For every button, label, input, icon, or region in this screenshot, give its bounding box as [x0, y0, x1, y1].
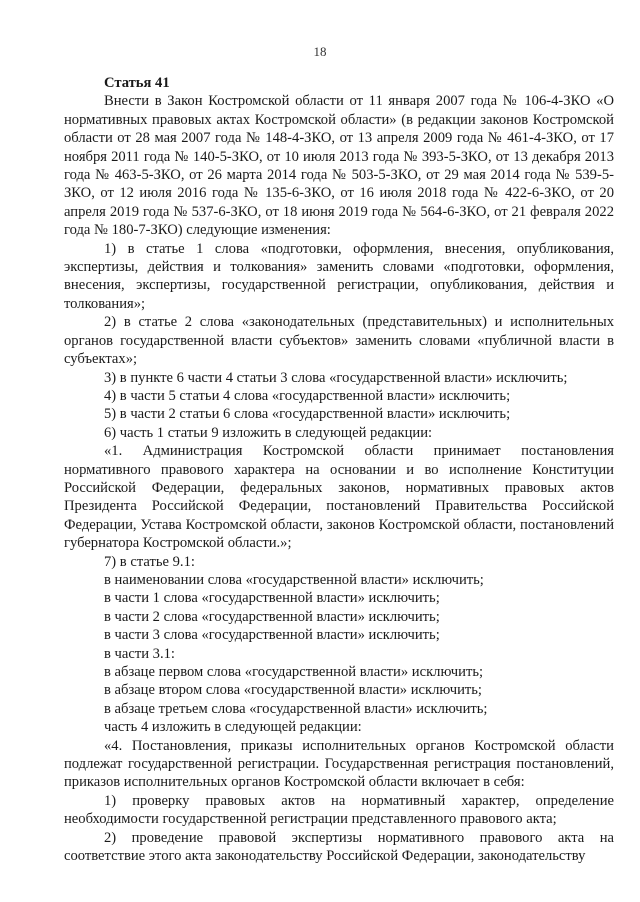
page-number: 18: [313, 44, 327, 59]
sub-item: в части 3.1:: [104, 645, 175, 662]
amendment-item-2: 2) в статье 2 слова «законодательных (представительных) и исполнительных органов государственной власти субъектов» заменить словами «публичной власти в субъектах»;: [64, 314, 614, 368]
amendment-item-4: 4) в части 5 статьи 4 слова «государственной власти» исключить;: [104, 387, 511, 404]
sub-item: в части 2 слова «государственной власти» исключить;: [104, 608, 440, 625]
amendment-item-3: 3) в пункте 6 части 4 статьи 3 слова «государственной власти» исключить;: [104, 369, 568, 386]
amendment-item-1: 1) в статье 1 слова «подготовки, оформления, внесения, опубликования, экспертизы, действия и толкования» заменить словами «подготовки, оформления, внесения, экспертизы, государственной регистрации, опубликования, действия и толкования»;: [64, 240, 614, 312]
sub-item: в абзаце втором слова «государственной власти» исключить;: [104, 682, 482, 699]
article-body: [64, 74, 614, 865]
registration-item-1: 1) проверку правовых актов на нормативный характер, определение необходимости государственной регистрации представленного правового акта;: [64, 792, 614, 828]
sub-item: в части 1 слова «государственной власти» исключить;: [104, 590, 440, 607]
amendment-item-5: 5) в части 2 статьи 6 слова «государственной власти» исключить;: [104, 406, 511, 423]
sub-item: в части 3 слова «государственной власти» исключить;: [104, 627, 440, 644]
sub-item: в абзаце третьем слова «государственной власти» исключить;: [104, 700, 488, 717]
intro-paragraph: Внести в Закон Костромской области от 11 января 2007 года № 106-4-ЗКО «О нормативных правовых актах Костромской области» (в редакции законов Костромской области от 28 мая 2007 года № 148-4-ЗКО, от 13 апреля 2009 года № 461-4-ЗКО, от 17 ноября 2011 года № 140-5-ЗКО, от 10 июля 2013 года № 393-5-ЗКО, от 13 декабря 2013 года № 463-5-ЗКО, от 26 марта 2014 года № 503-5-ЗКО, от 29 мая 2014 года № 539-5-ЗКО, от 12 июля 2016 года № 135-6-ЗКО, от 16 июля 2018 года № 422-6-ЗКО, от 20 апреля 2019 года № 537-6-ЗКО, от 18 июня 2019 года № 564-6-ЗКО, от 21 февраля 2022 года № 180-7-ЗКО) следующие изменения:: [64, 93, 614, 239]
sub-item: часть 4 изложить в следующей редакции:: [104, 719, 362, 736]
sub-item: в наименовании слова «государственной власти» исключить;: [104, 571, 484, 588]
quoted-part-1: «1. Администрация Костромской области принимает постановления нормативного правового характера на основании и во исполнение Конституции Российской Федерации, федеральных законов, нормативных правовых актов Президента Российской Федерации, постановлений Правительства Российской Федерации, Устава Костромской области, законов Костромской области, постановлений губернатора Костромской области.»;: [64, 443, 614, 552]
amendment-item-7: 7) в статье 9.1:: [104, 553, 195, 570]
sub-item: в абзаце первом слова «государственной власти» исключить;: [104, 664, 484, 680]
article-title: Статья 41: [104, 75, 170, 91]
quoted-part-4: «4. Постановления, приказы исполнительных органов Костромской области подлежат государственной регистрации. Государственная регистрация постановлений, приказов исполнительных органов Костромской области включает в себя:: [64, 737, 614, 791]
amendment-item-6: 6) часть 1 статьи 9 изложить в следующей редакции:: [104, 424, 433, 441]
registration-item-2: 2) проведение правовой экспертизы нормативного правового акта на соответствие этого акта законодательству Российской Федерации, законодательству: [64, 829, 614, 865]
